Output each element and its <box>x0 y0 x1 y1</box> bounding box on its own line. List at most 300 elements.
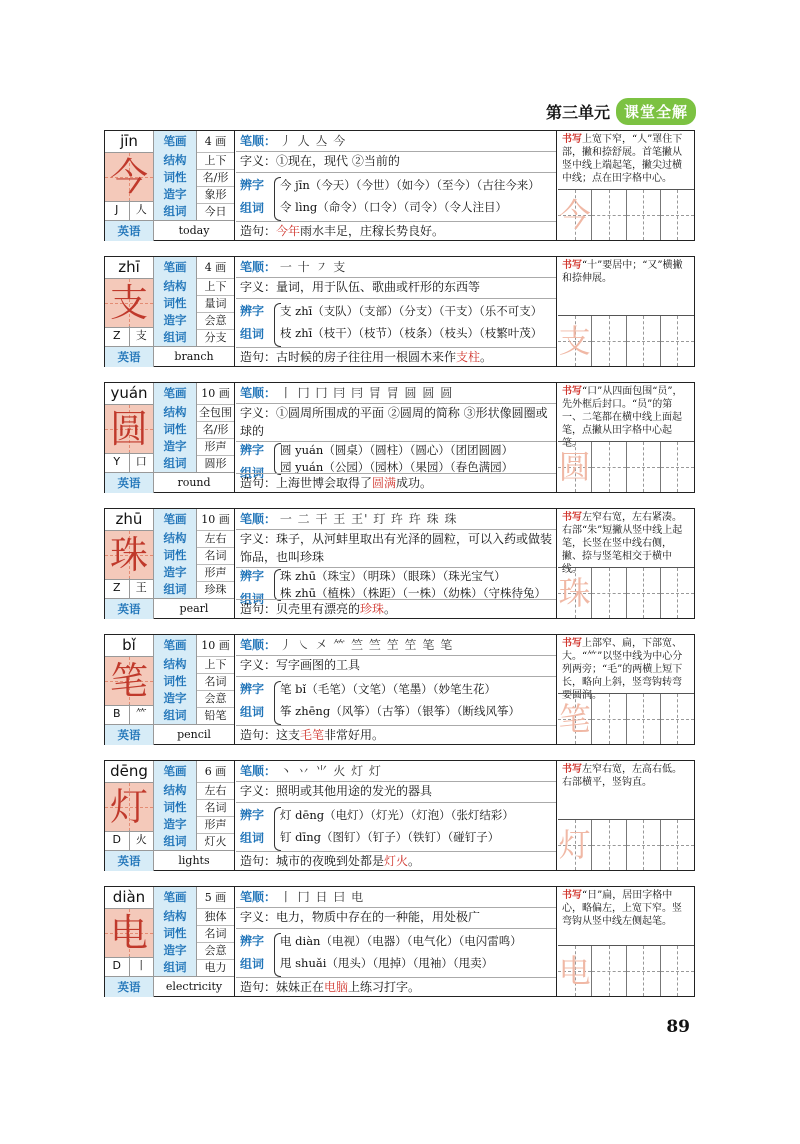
char-info-panel <box>105 509 235 618</box>
writing-tip-text: “口”从四面包围“员”，先外框后封口。“员”的第一、二笔都在横中线上面起笔，点撇从田字格中心起笔。 <box>562 386 683 449</box>
character-card <box>104 886 695 997</box>
formation-label: 造字 <box>154 564 197 581</box>
stroke-count-label: 笔画 <box>154 257 197 278</box>
char-tianzige <box>105 278 153 328</box>
pinyin: zhī <box>118 258 140 276</box>
pinyin: dēng <box>110 762 148 780</box>
trace-character: 笔 <box>558 700 591 738</box>
char-tianzige <box>105 530 153 580</box>
sentence-end: 。 <box>480 350 493 364</box>
distinguish-label: 辨字 <box>240 934 265 948</box>
practice-cell[interactable] <box>592 568 626 618</box>
practice-cell[interactable] <box>627 190 661 240</box>
pos-label: 词性 <box>154 295 197 312</box>
stroke-count: 10 画 <box>201 513 230 526</box>
main-character: 灯 <box>109 785 148 829</box>
sentence-end: 。 <box>384 602 397 616</box>
example-sentence <box>240 474 432 492</box>
formation-value: 会意 <box>204 692 227 705</box>
sentence-highlight: 今年 <box>276 224 301 238</box>
index-row <box>105 326 153 347</box>
practice-grid <box>558 693 694 744</box>
sentence-end: 成功。 <box>396 476 433 490</box>
sentence-highlight: 毛笔 <box>300 728 325 742</box>
practice-cell[interactable] <box>558 946 592 996</box>
stroke-order-value: 丨 冂 日 曰 电 <box>279 890 365 904</box>
practice-cell[interactable] <box>661 946 694 996</box>
stroke-order: 笔顺： 丿 ㇏ 㐅 ⺮ 竺 竺 笁 笁 笔 笔 <box>240 638 454 652</box>
index-row <box>105 956 153 977</box>
practice-grid <box>558 315 694 366</box>
char-tianzige <box>105 782 153 832</box>
trace-character: 灯 <box>558 826 591 864</box>
stroke-order: 笔顺： 丿 人 亼 今 <box>240 134 347 148</box>
meaning: 字义：量词，用于队伍、歌曲或杆形的东西等 <box>240 280 481 294</box>
english-label: 英语 <box>105 725 154 745</box>
pos-label: 词性 <box>154 673 197 690</box>
sentence-text: 造句：妹妹正在 <box>240 980 325 994</box>
english-label: 英语 <box>105 977 154 997</box>
index-letter: B <box>105 704 130 724</box>
example-sentence <box>240 222 444 240</box>
writing-tip <box>562 763 690 789</box>
english-value: pencil <box>177 728 211 741</box>
meaning: 字义：照明或其他用途的发光的器具 <box>240 784 433 798</box>
distinguish-row-1: 灯 dēng（电灯）（灯光）（灯泡）（张灯结彩） <box>280 808 514 822</box>
structure-label: 结构 <box>154 782 197 799</box>
practice-cell[interactable] <box>592 316 626 366</box>
trace-character: 珠 <box>558 574 591 612</box>
pos-value: 名词 <box>204 549 227 562</box>
main-character: 电 <box>109 911 148 955</box>
main-character: 支 <box>109 281 148 325</box>
practice-cell[interactable] <box>627 694 661 744</box>
compose-label: 组词 <box>240 466 265 480</box>
practice-grid <box>558 189 694 240</box>
writing-tip-label: 书写 <box>562 134 582 145</box>
char-info-panel <box>105 383 235 492</box>
section-badge: 课堂全解 <box>616 98 696 125</box>
writing-panel <box>558 383 694 492</box>
sentence-text: 造句：古时候的房子往往用一根圆木来作 <box>240 350 457 364</box>
writing-tip-label: 书写 <box>562 386 582 397</box>
stroke-order-label: 笔顺 <box>240 638 265 652</box>
char-info-panel <box>105 257 235 366</box>
practice-cell[interactable] <box>592 820 626 870</box>
stroke-order-label: 笔顺 <box>240 764 265 778</box>
char-tianzige <box>105 404 153 454</box>
compose-label: 组词 <box>240 327 265 341</box>
radical: 王 <box>135 581 147 594</box>
index-row <box>105 578 153 599</box>
trace-character: 电 <box>558 952 591 990</box>
stroke-order-label: 笔顺 <box>240 134 265 148</box>
sentence-highlight: 珍珠 <box>360 602 385 616</box>
practice-cell[interactable] <box>661 190 694 240</box>
word-value: 铅笔 <box>204 709 227 722</box>
english-label: 英语 <box>105 347 154 367</box>
sentence-text: 造句：城市的夜晚到处都是 <box>240 854 385 868</box>
stroke-order-label: 笔顺 <box>240 890 265 904</box>
distinguish-label: 辨字 <box>240 178 265 192</box>
sentence-highlight: 灯火 <box>384 854 409 868</box>
radical: 支 <box>135 329 147 342</box>
sentence-text: 造句：上海世博会取得了 <box>240 476 373 490</box>
index-letter: Y <box>105 452 130 472</box>
char-detail-panel <box>236 131 557 240</box>
formation-value: 会意 <box>204 944 227 957</box>
character-card <box>104 256 695 367</box>
character-card <box>104 130 695 241</box>
writing-tip-text: 上部窄、扁，下部宽、大。“⺮”以竖中线为中心分列两旁；“毛”的两横上短下长，略向上斜，竖弯钩转弯要圆润。 <box>562 638 683 701</box>
radical: 人 <box>135 203 147 216</box>
writing-tip-text: “日”扁，居田字格中心，略偏左，上宽下窄。竖弯钩从竖中线左侧起笔。 <box>562 890 682 927</box>
practice-cell[interactable] <box>627 568 661 618</box>
formation-value: 形声 <box>204 818 227 831</box>
char-detail-panel <box>236 635 557 744</box>
index-row <box>105 704 153 725</box>
distinguish-row-1: 笔 bǐ（毛笔）（文笔）（笔墨）（妙笔生花） <box>280 682 496 696</box>
radical: 火 <box>135 833 147 846</box>
writing-panel <box>558 509 694 618</box>
word-label: 组词 <box>154 833 197 850</box>
meaning: 字义：珠子，从河蚌里取出有光泽的圆粒，可以入药或做装饰品，也叫珍珠 <box>240 532 553 564</box>
stroke-order: 笔顺： 丨 冂 冂 冃 冃 冐 冐 圆 圆 圆 <box>240 386 454 400</box>
stroke-order: 笔顺： 丶 丷 ⺌ 火 灯 灯 <box>240 764 382 778</box>
structure-label: 结构 <box>154 404 197 421</box>
char-detail-panel <box>236 887 557 996</box>
structure-value: 左右 <box>204 784 227 797</box>
meaning: 字义：①圆周所围成的平面 ②圆周的简称 ③形状像圆圈或球的 <box>240 406 548 438</box>
writing-tip-label: 书写 <box>562 260 582 271</box>
radical: ⺮ <box>135 707 147 720</box>
practice-cell[interactable] <box>661 694 694 744</box>
writing-tip-label: 书写 <box>562 890 582 901</box>
pos-label: 词性 <box>154 169 197 186</box>
distinguish-row-2: 令 lìng（命令）（口令）（司令）（令人注目） <box>280 200 508 214</box>
pos-value: 名/形 <box>202 171 229 184</box>
compose-label: 组词 <box>240 957 265 971</box>
stroke-count-label: 笔画 <box>154 131 197 152</box>
pos-label: 词性 <box>154 799 197 816</box>
word-label: 组词 <box>154 329 197 346</box>
example-sentence <box>240 600 396 618</box>
sentence-highlight: 圆满 <box>372 476 397 490</box>
distinguish-label: 辨字 <box>240 682 265 696</box>
structure-value: 独体 <box>204 910 227 923</box>
trace-character: 支 <box>558 322 591 360</box>
pos-value: 名词 <box>204 675 227 688</box>
meaning: 字义：电力，物质中存在的一种能，用处极广 <box>240 910 481 924</box>
practice-cell[interactable] <box>558 568 592 618</box>
distinguish-row-1: 今 jīn（今天）（今世）（如今）（至今）（古往今来） <box>280 178 540 192</box>
example-sentence <box>240 852 420 870</box>
english-value: round <box>177 476 211 489</box>
example-sentence <box>240 726 384 744</box>
stroke-count-label: 笔画 <box>154 887 197 908</box>
formation-label: 造字 <box>154 942 197 959</box>
formation-label: 造字 <box>154 438 197 455</box>
char-detail-panel <box>236 383 557 492</box>
distinguish-row-2: 枝 zhī（枝干）（枝节）（枝条）（枝头）（枝繁叶茂） <box>280 326 543 340</box>
structure-label: 结构 <box>154 152 197 169</box>
english-value: electricity <box>165 980 223 993</box>
distinguish-label: 辨字 <box>240 443 265 457</box>
char-tianzige <box>105 656 153 706</box>
word-value: 今日 <box>204 205 227 218</box>
pos-value: 名词 <box>204 927 227 940</box>
main-character: 今 <box>109 155 148 199</box>
distinguish-row-1: 圆 yuán（圆桌）（圆柱）（圆心）（团团圆圆） <box>280 443 514 457</box>
pos-value: 名/形 <box>202 423 229 436</box>
pinyin: jīn <box>120 132 138 150</box>
example-sentence <box>240 348 492 366</box>
unit-label: 第三单元 <box>545 102 610 122</box>
character-card <box>104 634 695 745</box>
distinguish-row-2: 园 yuán（公园）（园林）（果园）（春色满园） <box>280 460 514 474</box>
english-label: 英语 <box>105 599 154 619</box>
word-value: 灯火 <box>204 835 227 848</box>
pos-value: 名词 <box>204 801 227 814</box>
structure-label: 结构 <box>154 530 197 547</box>
structure-value: 上下 <box>204 280 227 293</box>
sentence-text: 造句： <box>240 224 277 238</box>
practice-cell[interactable] <box>592 442 626 492</box>
stroke-count: 6 画 <box>204 765 227 778</box>
trace-character: 今 <box>558 196 591 234</box>
stroke-count-label: 笔画 <box>154 383 197 404</box>
char-detail-panel <box>236 509 557 618</box>
stroke-count: 5 画 <box>204 891 227 904</box>
stroke-order-label: 笔顺 <box>240 260 265 274</box>
writing-panel <box>558 131 694 240</box>
structure-label: 结构 <box>154 278 197 295</box>
character-card <box>104 760 695 871</box>
sentence-text: 造句：贝壳里有漂亮的 <box>240 602 361 616</box>
structure-value: 上下 <box>204 658 227 671</box>
practice-cell[interactable] <box>627 946 661 996</box>
compose-label: 组词 <box>240 705 265 719</box>
writing-tip <box>562 889 690 928</box>
stroke-count-label: 笔画 <box>154 509 197 530</box>
stroke-order: 笔顺： 一 十 ㇇ 支 <box>240 260 347 274</box>
structure-value: 上下 <box>204 154 227 167</box>
formation-value: 形声 <box>204 566 227 579</box>
practice-grid <box>558 441 694 492</box>
index-row <box>105 200 153 221</box>
main-character: 珠 <box>109 533 148 577</box>
english-value: pearl <box>179 602 209 615</box>
english-value: lights <box>178 854 210 867</box>
english-value: today <box>178 224 210 237</box>
distinguish-label: 辨字 <box>240 808 265 822</box>
writing-tip-text: “十”要居中；“又”横撇和捺伸展。 <box>562 260 683 284</box>
writing-tip <box>562 259 690 285</box>
structure-value: 左右 <box>204 532 227 545</box>
character-card <box>104 508 695 619</box>
formation-label: 造字 <box>154 690 197 707</box>
sentence-end: 非常好用。 <box>324 728 385 742</box>
formation-label: 造字 <box>154 186 197 203</box>
sentence-highlight: 电脑 <box>324 980 349 994</box>
formation-label: 造字 <box>154 312 197 329</box>
practice-cell[interactable] <box>558 694 592 744</box>
writing-panel <box>558 635 694 744</box>
trace-character: 圆 <box>558 448 591 486</box>
word-value: 圆形 <box>204 457 227 470</box>
char-info-panel <box>105 887 235 996</box>
index-letter: J <box>105 200 130 220</box>
compose-label: 组词 <box>240 201 265 215</box>
pos-value: 量词 <box>204 297 227 310</box>
practice-cell[interactable] <box>661 316 694 366</box>
stroke-count-label: 笔画 <box>154 761 197 782</box>
page-number: 89 <box>666 1017 690 1037</box>
stroke-count-label: 笔画 <box>154 635 197 656</box>
practice-cell[interactable] <box>592 694 626 744</box>
formation-value: 象形 <box>204 188 227 201</box>
english-label: 英语 <box>105 851 154 871</box>
distinguish-row-2: 株 zhū（植株）（株距）（一株）（幼株）（守株待兔） <box>280 586 547 600</box>
practice-cell[interactable] <box>627 316 661 366</box>
practice-cell[interactable] <box>558 316 592 366</box>
word-label: 组词 <box>154 707 197 724</box>
char-tianzige <box>105 152 153 202</box>
distinguish-label: 辨字 <box>240 304 265 318</box>
practice-cell[interactable] <box>592 946 626 996</box>
char-info-panel <box>105 635 235 744</box>
pinyin: yuán <box>110 384 148 402</box>
sentence-highlight: 支柱 <box>456 350 481 364</box>
index-letter: Z <box>105 578 130 598</box>
pos-label: 词性 <box>154 547 197 564</box>
character-card <box>104 382 695 493</box>
writing-panel <box>558 257 694 366</box>
index-letter: D <box>105 956 130 976</box>
index-letter: Z <box>105 326 130 346</box>
word-label: 组词 <box>154 455 197 472</box>
index-row <box>105 830 153 851</box>
practice-cell[interactable] <box>627 820 661 870</box>
english-label: 英语 <box>105 473 154 493</box>
writing-tip-label: 书写 <box>562 638 582 649</box>
writing-tip-text: 左窄右宽，左右紧凑。右部“朱”短撇从竖中线上起笔，长竖在竖中线右侧，撇、捺与竖笔相交于横中线。 <box>562 512 683 575</box>
practice-grid <box>558 567 694 618</box>
stroke-order-value: 丿 ㇏ 㐅 ⺮ 竺 竺 笁 笁 笔 笔 <box>279 638 454 652</box>
practice-cell[interactable] <box>558 442 592 492</box>
index-row <box>105 452 153 473</box>
word-value: 电力 <box>204 961 227 974</box>
main-character: 笔 <box>109 659 148 703</box>
practice-cell[interactable] <box>627 442 661 492</box>
radical: 口 <box>135 455 147 468</box>
distinguish-row-1: 电 diàn（电视）（电器）（电气化）（电闪雷鸣） <box>280 934 522 948</box>
writing-panel <box>558 887 694 996</box>
stroke-order-label: 笔顺 <box>240 512 265 526</box>
pos-label: 词性 <box>154 421 197 438</box>
word-label: 组词 <box>154 203 197 220</box>
distinguish-row-1: 支 zhī（支队）（支部）（分支）（干支）（乐不可支） <box>280 304 543 318</box>
char-info-panel <box>105 131 235 240</box>
sentence-end: 上练习打字。 <box>348 980 421 994</box>
radical: 丨 <box>135 959 147 972</box>
practice-cell[interactable] <box>661 442 694 492</box>
practice-cell[interactable] <box>592 190 626 240</box>
formation-value: 会意 <box>204 314 227 327</box>
stroke-count: 4 画 <box>204 135 227 148</box>
char-info-panel <box>105 761 235 870</box>
pinyin: diàn <box>112 888 146 906</box>
char-detail-panel <box>236 761 557 870</box>
word-label: 组词 <box>154 581 197 598</box>
main-character: 圆 <box>109 407 148 451</box>
formation-value: 形声 <box>204 440 227 453</box>
practice-cell[interactable] <box>661 568 694 618</box>
stroke-order-value: 丿 人 亼 今 <box>279 134 347 148</box>
distinguish-row-2: 钉 dīng（图钉）（钉子）（铁钉）（碰钉子） <box>280 830 500 844</box>
writing-tip-label: 书写 <box>562 512 582 523</box>
stroke-order-value: 一 二 干 王 王' 玎 玝 玝 珠 珠 <box>279 512 458 526</box>
example-sentence <box>240 978 420 996</box>
writing-tip-label: 书写 <box>562 764 582 775</box>
distinguish-row-2: 甩 shuǎi（甩头）（甩掉）（甩袖）（甩卖） <box>280 956 494 970</box>
pinyin: bǐ <box>122 636 136 654</box>
meaning: 字义：①现在，现代 ②当前的 <box>240 154 400 168</box>
meaning: 字义：写字画图的工具 <box>240 658 361 672</box>
distinguish-row-1: 珠 zhū（珠宝）（明珠）（眼珠）（珠光宝气） <box>280 569 506 583</box>
compose-label: 组词 <box>240 592 265 606</box>
char-tianzige <box>105 908 153 958</box>
structure-label: 结构 <box>154 656 197 673</box>
stroke-order: 笔顺： 一 二 干 王 王' 玎 玝 玝 珠 珠 <box>240 512 458 526</box>
stroke-count: 10 画 <box>201 387 230 400</box>
sentence-end: 雨水丰足，庄稼长势良好。 <box>300 224 445 238</box>
sentence-text: 造句：这支 <box>240 728 301 742</box>
stroke-order: 笔顺： 丨 冂 日 曰 电 <box>240 890 365 904</box>
practice-cell[interactable] <box>558 820 592 870</box>
structure-label: 结构 <box>154 908 197 925</box>
stroke-order-value: 一 十 ㇇ 支 <box>279 260 347 274</box>
stroke-order-value: 丶 丷 ⺌ 火 灯 灯 <box>279 764 382 778</box>
stroke-count: 10 画 <box>201 639 230 652</box>
word-label: 组词 <box>154 959 197 976</box>
word-value: 珍珠 <box>204 583 227 596</box>
char-detail-panel <box>236 257 557 366</box>
word-value: 分支 <box>204 331 227 344</box>
practice-grid <box>558 819 694 870</box>
structure-value: 全包围 <box>199 406 232 419</box>
sentence-end: 。 <box>408 854 421 868</box>
pinyin: zhū <box>115 510 143 528</box>
writing-tip <box>562 133 690 185</box>
english-value: branch <box>174 350 214 363</box>
stroke-order-value: 丨 冂 冂 冃 冃 冐 冐 圆 圆 圆 <box>279 386 454 400</box>
compose-label: 组词 <box>240 831 265 845</box>
practice-cell[interactable] <box>558 190 592 240</box>
index-letter: D <box>105 830 130 850</box>
writing-panel <box>558 761 694 870</box>
practice-cell[interactable] <box>661 820 694 870</box>
writing-tip-text: 左窄右宽，左高右低。右部横平，竖钩直。 <box>562 764 682 788</box>
practice-grid <box>558 945 694 996</box>
writing-tip-text: 上宽下窄，“人”罩住下部，撇和捺舒展。首笔撇从竖中线上端起笔，撇尖过横中线；点在田字格中心。 <box>562 134 683 184</box>
formation-label: 造字 <box>154 816 197 833</box>
english-label: 英语 <box>105 221 154 241</box>
page-header <box>546 96 696 126</box>
pos-label: 词性 <box>154 925 197 942</box>
distinguish-label: 辨字 <box>240 569 265 583</box>
distinguish-row-2: 筝 zhēng（风筝）（古筝）（银筝）（断线风筝） <box>280 704 520 718</box>
